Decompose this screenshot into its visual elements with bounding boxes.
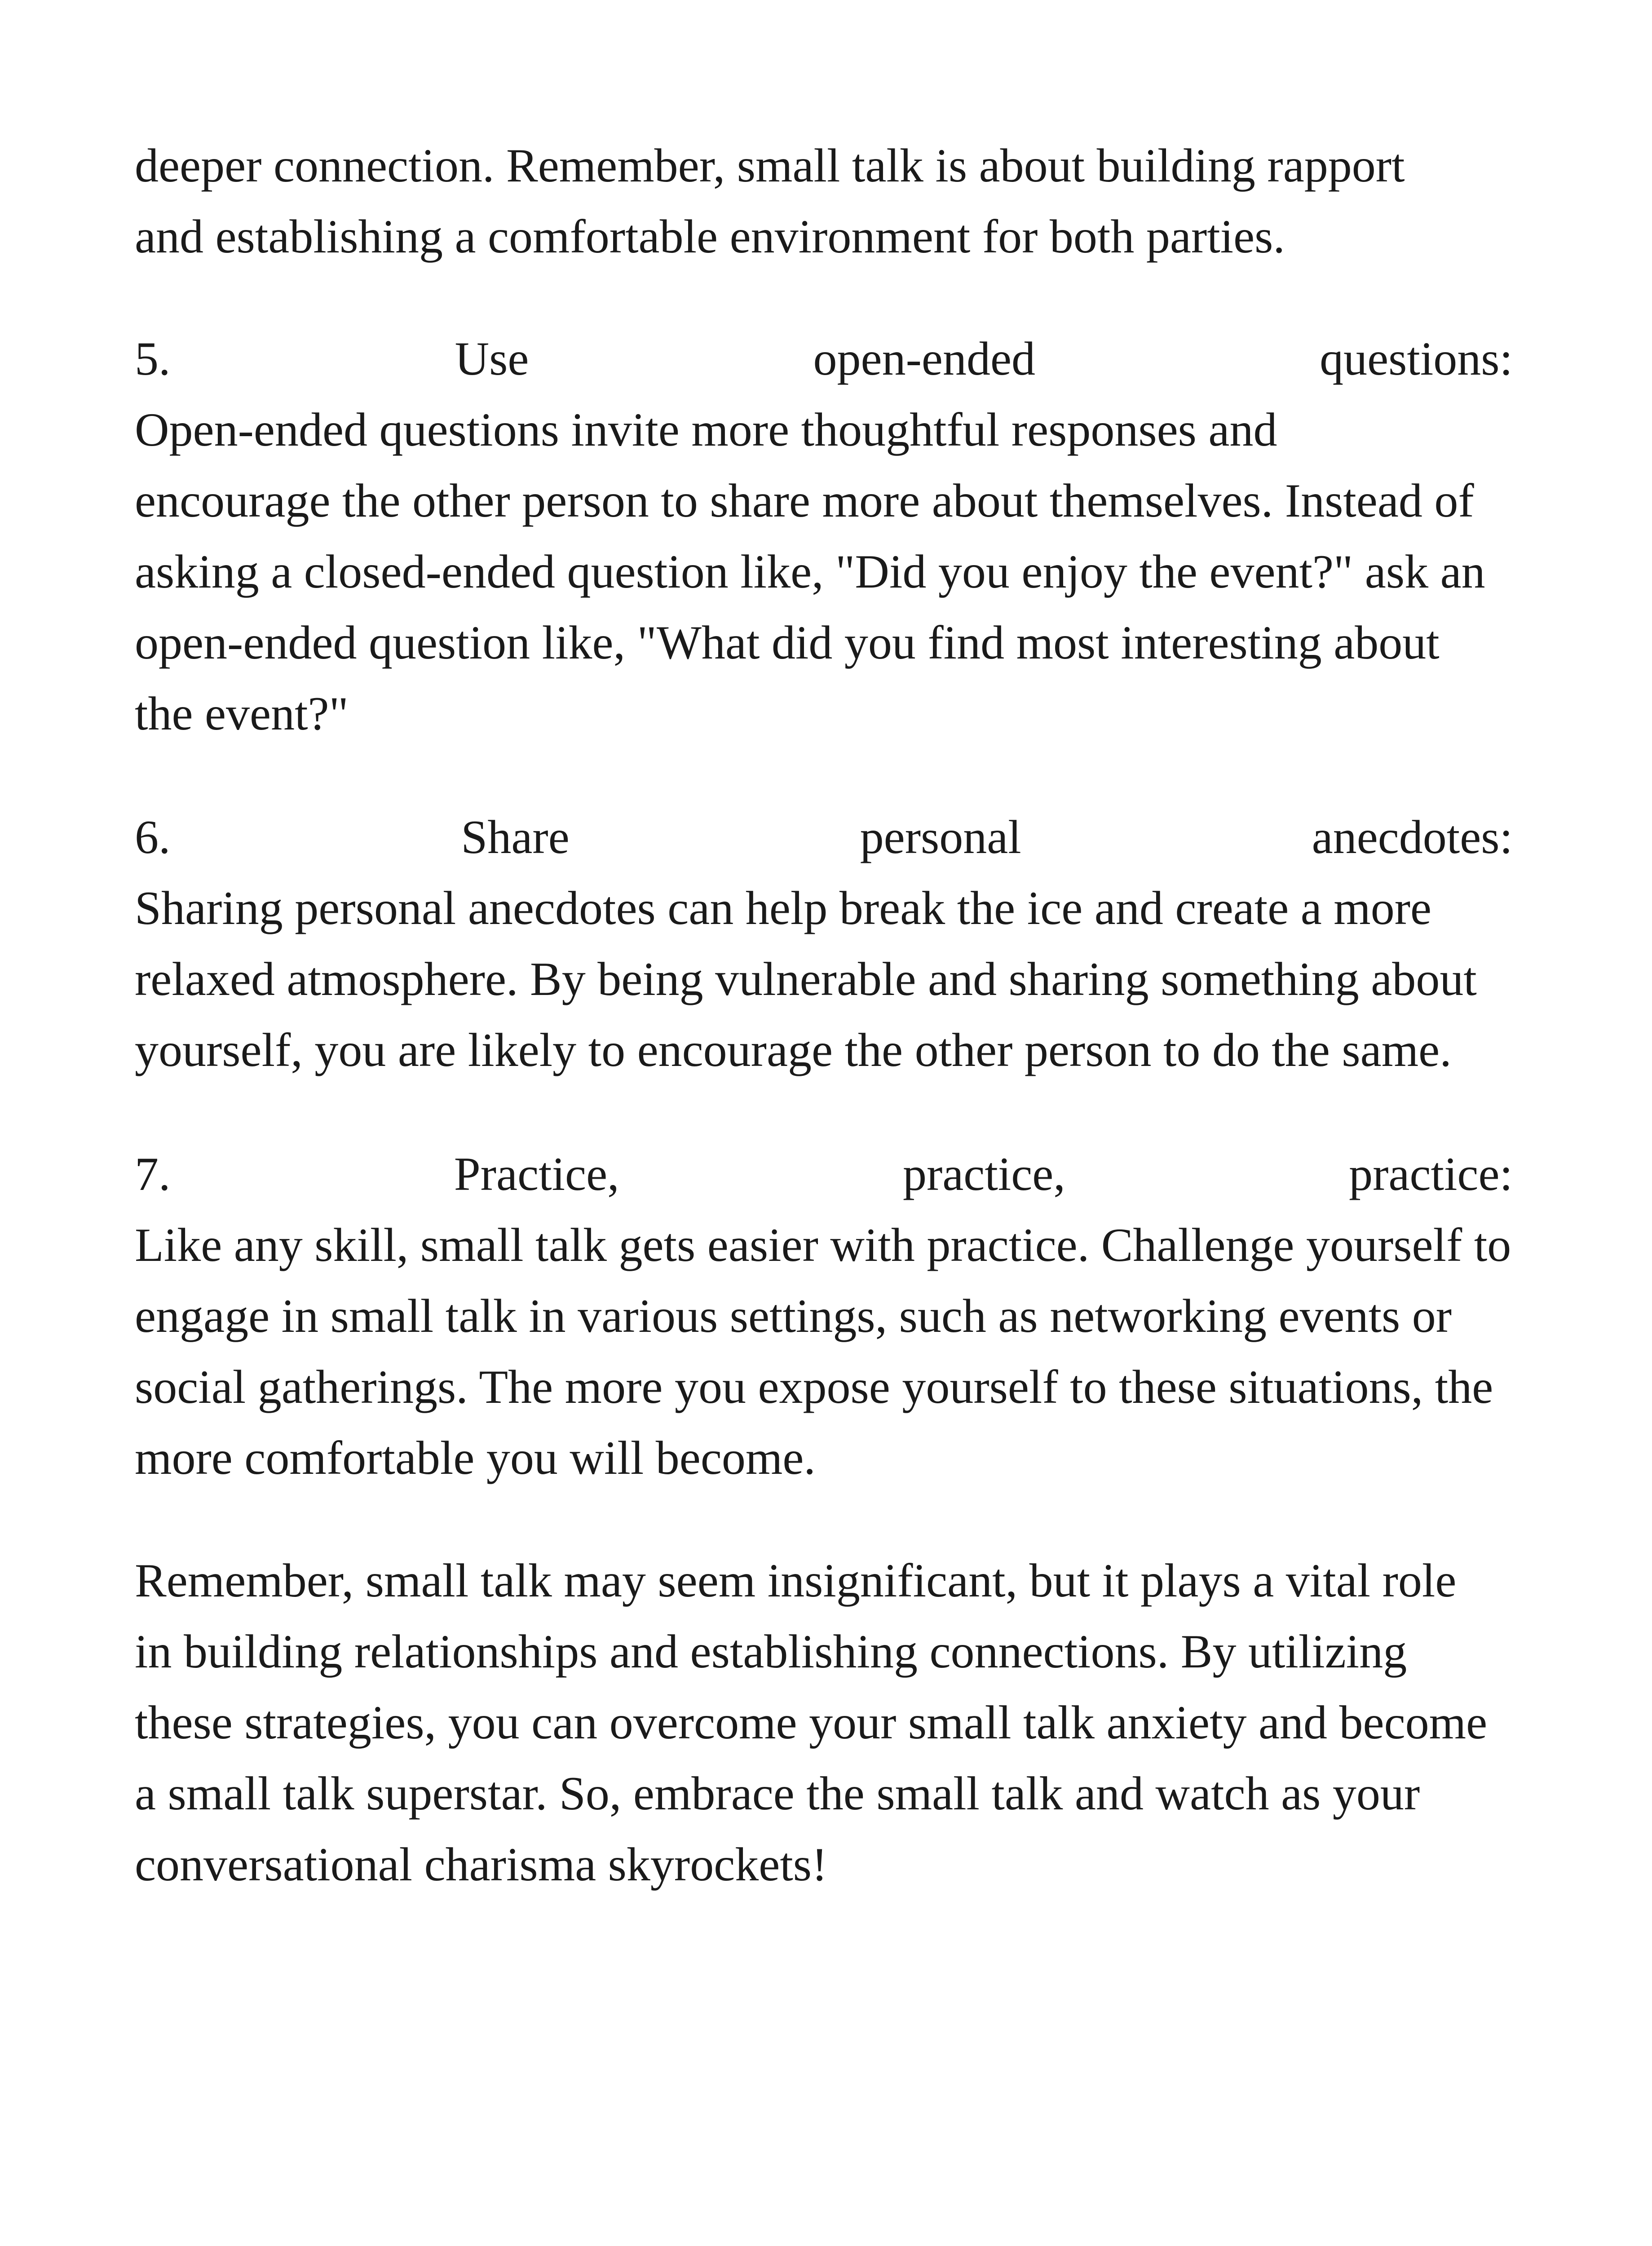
list-item-5 [135, 323, 1513, 749]
paragraph-line: social gatherings. The more you expose yourself to these situations, the [135, 1361, 1493, 1413]
paragraph-line: relaxed atmosphere. By being vulnerable and sharing something about [135, 953, 1477, 1005]
heading-word: open-ended [813, 332, 1035, 385]
heading-word: Practice, [454, 1148, 619, 1200]
list-item-6 [135, 802, 1513, 1086]
paragraph-line: deeper connection. Remember, small talk is about building rapport [135, 139, 1405, 192]
heading-word: questions: [1320, 332, 1513, 385]
list-item-heading [135, 802, 1513, 873]
paragraph-line: Like any skill, small talk gets easier with practice. Challenge yourself to [135, 1219, 1511, 1271]
heading-word: personal [860, 811, 1021, 863]
paragraph-line: Sharing personal anecdotes can help break the ice and create a more [135, 882, 1432, 934]
paragraph-line: the event?" [135, 687, 349, 740]
heading-word: practice: [1349, 1148, 1513, 1200]
list-number: 7. [135, 1148, 171, 1200]
intro-paragraph [135, 130, 1513, 272]
list-item-7 [135, 1139, 1513, 1494]
heading-word: anecdotes: [1312, 811, 1513, 863]
paragraph-line: and establishing a comfortable environment for both parties. [135, 210, 1285, 263]
heading-word: practice, [902, 1148, 1065, 1200]
heading-word: Share [461, 811, 570, 863]
paragraph-line: more comfortable you will become. [135, 1432, 816, 1484]
paragraph-line: open-ended question like, "What did you find most interesting about [135, 616, 1440, 669]
list-number: 5. [135, 332, 171, 385]
paragraph-line: these strategies, you can overcome your small talk anxiety and become [135, 1696, 1488, 1749]
paragraph-line: asking a closed-ended question like, "Did you enjoy the event?" ask an [135, 545, 1485, 598]
paragraph-line: engage in small talk in various settings, such as networking events or [135, 1290, 1452, 1342]
paragraph-line: Remember, small talk may seem insignificant, but it plays a vital role [135, 1554, 1457, 1607]
paragraph-line: a small talk superstar. So, embrace the small talk and watch as your [135, 1767, 1420, 1820]
list-number: 6. [135, 811, 171, 863]
conclusion-paragraph [135, 1545, 1513, 1900]
paragraph-line: encourage the other person to share more about themselves. Instead of [135, 474, 1474, 527]
paragraph-line: conversational charisma skyrockets! [135, 1838, 828, 1891]
paragraph-line: yourself, you are likely to encourage the other person to do the same. [135, 1024, 1452, 1076]
list-item-heading [135, 323, 1513, 394]
paragraph-line: Open-ended questions invite more thoughtful responses and [135, 403, 1277, 456]
paragraph-line: in building relationships and establishing connections. By utilizing [135, 1625, 1407, 1678]
heading-word: Use [455, 332, 529, 385]
list-item-heading [135, 1139, 1513, 1210]
